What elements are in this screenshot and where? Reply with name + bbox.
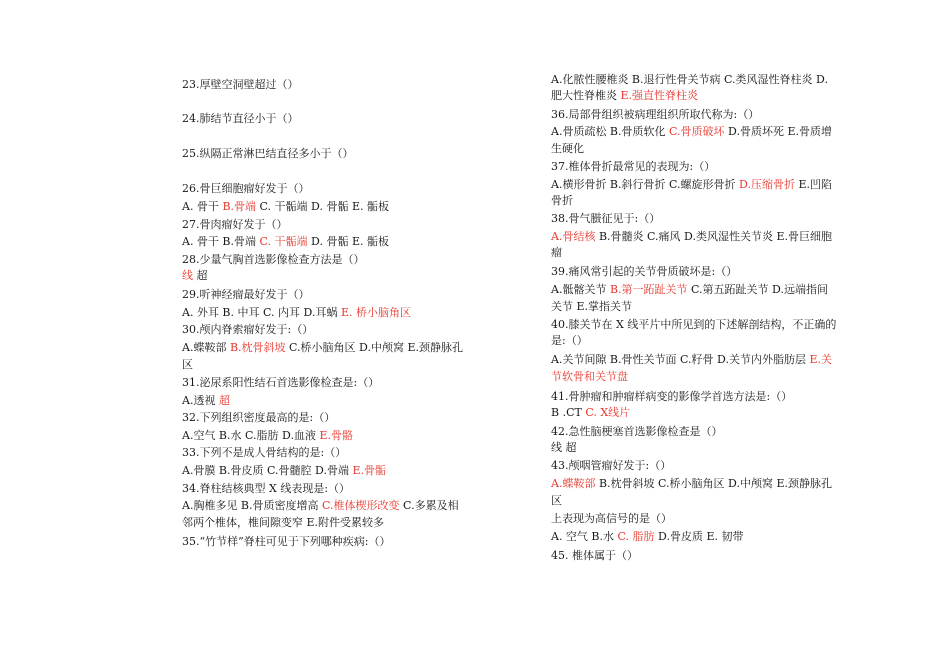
text-line <box>551 283 828 297</box>
text-line <box>182 253 365 267</box>
text-line <box>182 464 386 478</box>
text-line <box>182 341 463 355</box>
text-line <box>551 353 832 367</box>
answer-highlight: 超 <box>218 394 230 407</box>
text-segment: A.化脓性腰椎炎 B.退行性骨关节病 C.类风湿性脊柱炎 D. <box>551 73 828 86</box>
text-segment: 30.颅内脊索瘤好发于:（） <box>182 323 314 336</box>
answer-highlight: E.骨骺 <box>352 464 386 477</box>
text-line <box>182 200 389 214</box>
text-line <box>182 218 288 232</box>
text-line <box>182 482 350 496</box>
text-segment: C.多累及相 <box>399 499 459 512</box>
text-segment: 区 <box>551 494 562 507</box>
text-segment: C.桥小脑角区 D.中颅窝 E.颈静脉孔 <box>285 341 463 354</box>
text-line <box>182 112 299 126</box>
answer-highlight: E. 桥小脑角区 <box>340 306 411 319</box>
answer-highlight: E.关 <box>809 353 832 366</box>
text-line <box>182 78 299 92</box>
text-segment: 36.局部骨组织被病理组织所取代称为:（） <box>551 108 760 121</box>
text-segment: 24.肺结节直径小于（） <box>182 112 299 125</box>
text-line <box>551 512 672 526</box>
text-segment: B .CT <box>551 406 586 419</box>
text-segment: 28.少量气胸首选影像检查方法是（） <box>182 253 365 266</box>
answer-highlight: A.蝶鞍部 <box>551 477 596 490</box>
answer-highlight: C.骨质破坏 <box>669 125 725 138</box>
text-segment: 38.骨气臌征见于:（） <box>551 212 661 225</box>
text-segment: D.骨质坏死 E.骨质增 <box>724 125 832 138</box>
text-line <box>182 535 390 549</box>
answer-highlight: C. 干骺端 <box>259 235 308 248</box>
text-line <box>551 142 584 156</box>
text-segment: C.第五跖趾关节 D.远端指间 <box>687 283 828 296</box>
text-line <box>551 230 832 244</box>
text-line <box>551 406 630 420</box>
answer-highlight: B.枕骨斜坡 <box>229 341 286 354</box>
text-segment: A.空气 B.水 C.脂肪 D.血液 <box>182 429 320 442</box>
text-segment: 32.下列组织密度最高的是:（） <box>182 411 336 424</box>
text-segment: 是:（） <box>551 334 588 347</box>
text-line <box>551 425 723 439</box>
text-segment: 超 <box>193 269 208 282</box>
text-line <box>182 323 313 337</box>
text-segment: 45. 椎体属于（） <box>551 549 638 562</box>
text-segment: A. 骨干 B.骨端 <box>182 235 260 248</box>
answer-highlight: 线 <box>182 269 193 282</box>
text-segment: 34.脊柱结核典型 X 线表现是:（） <box>182 482 351 495</box>
text-segment: A.横形骨折 B.斜行骨折 C.螺旋形骨折 <box>551 178 740 191</box>
text-line <box>551 390 792 404</box>
answer-highlight: B.骨端 <box>222 200 257 213</box>
text-line <box>182 376 379 390</box>
text-segment: D. 骨骺 E. 骺板 <box>307 235 389 248</box>
text-line <box>182 499 459 513</box>
text-line <box>551 370 628 384</box>
text-segment: 23.厚壁空洞壁超过（） <box>182 78 299 91</box>
text-line <box>182 306 411 320</box>
text-line <box>182 446 346 460</box>
text-line <box>551 73 828 87</box>
text-segment: 37.椎体骨折最常见的表现为:（） <box>551 160 716 173</box>
text-line <box>551 125 832 139</box>
text-segment: 27.骨肉瘤好发于（） <box>182 218 288 231</box>
text-segment: C. 干骺端 D. 骨骺 E. 骺板 <box>256 200 389 213</box>
answer-highlight: C. 脂肪 <box>617 530 655 543</box>
text-segment: 肥大性脊椎炎 <box>551 89 621 102</box>
text-line <box>551 318 836 332</box>
text-line <box>551 265 737 279</box>
answer-highlight: E.骨骼 <box>319 429 353 442</box>
text-segment: 39.痛风常引起的关节骨质破坏是:（） <box>551 265 738 278</box>
text-segment: 26.骨巨细胞瘤好发于（） <box>182 182 310 195</box>
text-segment: A.骶髂关节 <box>551 283 610 296</box>
answer-highlight: B.第一跖趾关节 <box>609 283 688 296</box>
text-line <box>182 147 354 161</box>
text-line <box>551 300 632 314</box>
text-segment: 29.听神经瘤最好发于（） <box>182 288 310 301</box>
text-line <box>551 441 577 455</box>
text-segment: A.胸椎多见 B.骨质密度增高 <box>182 499 323 512</box>
text-segment: 上表现为高信号的是（） <box>551 512 672 525</box>
text-segment: 区 <box>182 358 193 371</box>
text-segment: A.骨膜 B.骨皮质 C.骨髓腔 D.骨端 <box>182 464 353 477</box>
text-segment: 42.急性脑梗塞首选影像检查是（） <box>551 425 723 438</box>
text-segment: A. 骨干 <box>182 200 223 213</box>
answer-highlight: C.椎体楔形改变 <box>322 499 400 512</box>
text-segment: A.骨质疏松 B.骨质软化 <box>551 125 670 138</box>
answer-highlight: 节软骨和关节盘 <box>551 370 628 383</box>
text-segment: 关节 E.掌指关节 <box>551 300 633 313</box>
answer-highlight: C. X线片 <box>585 406 631 419</box>
text-line <box>551 334 588 348</box>
text-segment: A.透视 <box>182 394 219 407</box>
text-segment: B.骨髓炎 C.痛风 D.类风湿性关节炎 E.骨巨细胞 <box>595 230 832 243</box>
text-line <box>551 194 573 208</box>
text-line <box>182 394 230 408</box>
text-line <box>182 182 310 196</box>
answer-highlight: A.骨结核 <box>551 230 596 243</box>
text-line <box>551 494 562 508</box>
text-segment: 线 超 <box>551 441 577 454</box>
text-line <box>551 108 759 122</box>
text-segment: 35.“竹节样”脊柱可见于下列哪种疾病:（） <box>182 535 391 548</box>
text-line <box>551 477 832 491</box>
text-segment: 43.颅咽管瘤好发于:（） <box>551 459 672 472</box>
text-segment: A.蝶鞍部 <box>182 341 230 354</box>
text-line <box>551 89 698 103</box>
text-line <box>551 459 671 473</box>
text-line <box>182 358 193 372</box>
text-segment: 31.泌尿系阳性结石首选影像检查是:（） <box>182 376 380 389</box>
text-line <box>551 178 832 192</box>
text-line <box>551 160 715 174</box>
text-segment: 骨折 <box>551 194 573 207</box>
text-line <box>182 269 208 283</box>
text-line <box>182 235 389 249</box>
text-segment: 41.骨肿瘤和肿瘤样病变的影像学首选方法是:（） <box>551 390 793 403</box>
text-line <box>551 549 638 563</box>
text-segment: D.骨皮质 E. 韧带 <box>654 530 744 543</box>
text-line <box>551 212 660 226</box>
text-segment: E.凹陷 <box>794 178 832 191</box>
text-line <box>182 516 384 530</box>
text-segment: A.关节间隙 B.骨性关节面 C.籽骨 D.关节内外脂肪层 <box>551 353 810 366</box>
text-segment: 生硬化 <box>551 142 584 155</box>
text-segment: 40.膝关节在 X 线平片中所见到的下述解剖结构，不正确的 <box>551 318 837 331</box>
text-segment: 邻两个椎体，椎间隙变窄 E.附件受累较多 <box>182 516 385 529</box>
text-segment: 瘤 <box>551 246 562 259</box>
text-line <box>551 246 562 260</box>
answer-highlight: E.强直性脊柱炎 <box>620 89 699 102</box>
text-segment: B.枕骨斜坡 C.桥小脑角区 D.中颅窝 E.颈静脉孔 <box>595 477 832 490</box>
text-segment: A. 外耳 B. 中耳 C. 内耳 D.耳蜗 <box>182 306 341 319</box>
answer-highlight: D.压缩骨折 <box>739 178 795 191</box>
text-segment: 25.纵隔正常淋巴结直径多小于（） <box>182 147 354 160</box>
text-line <box>182 411 335 425</box>
text-segment: 33.下列不是成人骨结构的是:（） <box>182 446 347 459</box>
text-segment: A. 空气 B.水 <box>551 530 618 543</box>
text-line <box>182 288 310 302</box>
text-line <box>551 530 744 544</box>
text-line <box>182 429 353 443</box>
